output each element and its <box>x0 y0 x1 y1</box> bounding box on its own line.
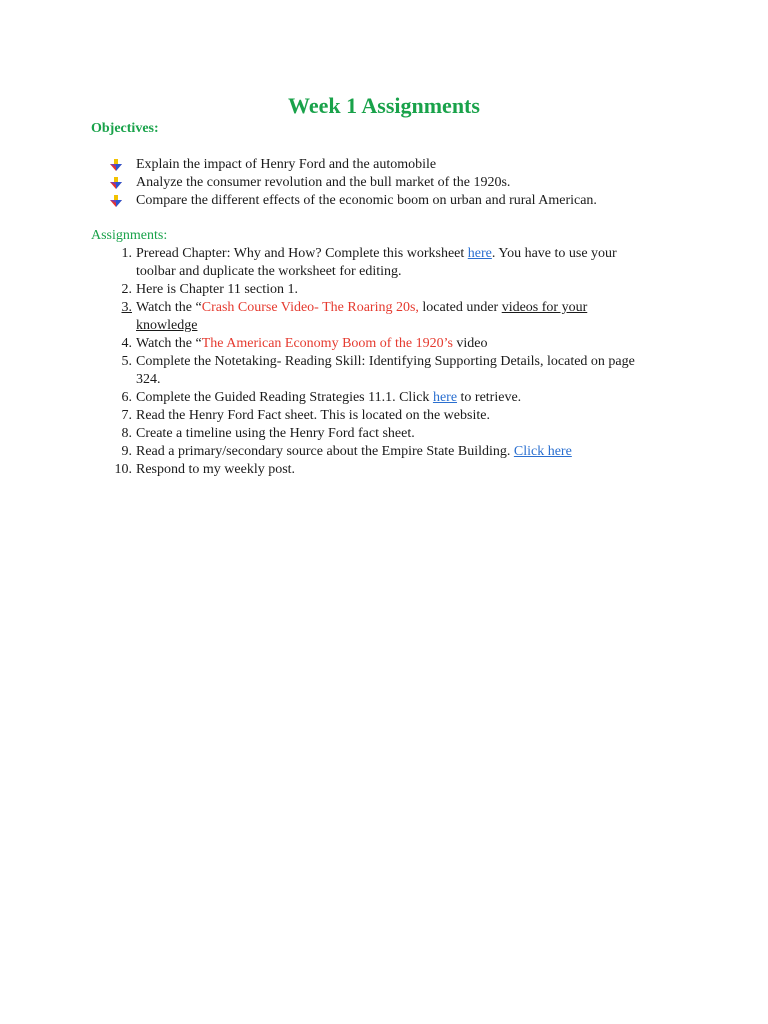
item-text: Create a timeline using the Henry Ford fact sheet. <box>136 426 415 441</box>
item-text: Watch the “ <box>136 336 202 351</box>
item-number: 1. <box>121 246 132 261</box>
item-text: located under <box>418 300 502 315</box>
objectives-heading: Objectives: <box>91 121 159 136</box>
item-text: Read the Henry Ford Fact sheet. This is located on the website. <box>136 408 490 423</box>
item-text: video <box>452 336 488 351</box>
assignment-item-7 <box>110 407 690 425</box>
page-title: Week 1 Assignments <box>288 93 480 118</box>
arrow-bullet-icon <box>110 159 122 171</box>
assignment-item-1 <box>110 245 690 281</box>
objective-item <box>110 174 597 192</box>
assignment-item-5 <box>110 353 690 389</box>
item-line <box>136 389 690 407</box>
assignment-item-4 <box>110 335 690 353</box>
item-line <box>136 245 690 263</box>
item-number: 2. <box>121 282 132 297</box>
objective-text: Compare the different effects of the economic boom on urban and rural American. <box>136 193 597 208</box>
item-number: 6. <box>121 390 132 405</box>
objective-text: Analyze the consumer revolution and the bull market of the 1920s. <box>136 175 511 190</box>
item-line <box>136 443 690 461</box>
assignments-heading: Assignments: <box>91 228 168 243</box>
item-number: 4. <box>121 336 132 351</box>
arrow-bullet-icon <box>110 195 122 207</box>
assignment-item-3 <box>110 299 690 335</box>
empire-state-click-here-link[interactable]: Click here <box>513 444 572 459</box>
item-text: Preread Chapter: Why and How? Complete this worksheet <box>136 246 468 261</box>
worksheet-here-link[interactable]: here <box>467 246 492 261</box>
item-text: toolbar and duplicate the worksheet for editing. <box>136 264 402 279</box>
video-title: The American Economy Boom of the 1920’s <box>201 336 453 351</box>
assignment-item-2 <box>110 281 690 299</box>
video-title: Crash Course Video- The Roaring 20s, <box>201 300 419 315</box>
item-text: Read a primary/secondary source about the Empire State Building. <box>136 444 514 459</box>
item-number: 10. <box>114 462 132 477</box>
item-line <box>136 299 690 317</box>
item-number: 5. <box>121 354 132 369</box>
objective-item <box>110 192 597 210</box>
videos-location: knowledge <box>136 318 198 333</box>
item-text: 324. <box>136 372 161 387</box>
assignment-item-6 <box>110 389 690 407</box>
item-text: Here is Chapter 11 section 1. <box>136 282 298 297</box>
item-text: Complete the Guided Reading Strategies 11.1. Click <box>136 390 433 405</box>
item-text: Respond to my weekly post. <box>136 462 296 477</box>
item-number: 9. <box>121 444 132 459</box>
item-text: to retrieve. <box>457 390 522 405</box>
item-number: 8. <box>121 426 132 441</box>
item-text: Watch the “ <box>136 300 202 315</box>
guided-reading-here-link[interactable]: here <box>432 390 458 405</box>
item-line <box>136 335 690 353</box>
assignment-item-10 <box>110 461 690 479</box>
assignment-item-8 <box>110 425 690 443</box>
videos-location: videos for your <box>501 300 588 315</box>
assignment-item-9 <box>110 443 690 461</box>
objectives-list <box>110 156 597 210</box>
objective-item <box>110 156 597 174</box>
arrow-bullet-icon <box>110 177 122 189</box>
item-number: 3. <box>121 300 132 315</box>
item-text: Complete the Notetaking- Reading Skill: Identifying Supporting Details, located on page <box>136 354 635 369</box>
item-number: 7. <box>121 408 132 423</box>
objective-text: Explain the impact of Henry Ford and the automobile <box>136 157 437 172</box>
assignments-list <box>110 245 690 479</box>
item-text: . You have to use your <box>491 246 617 261</box>
